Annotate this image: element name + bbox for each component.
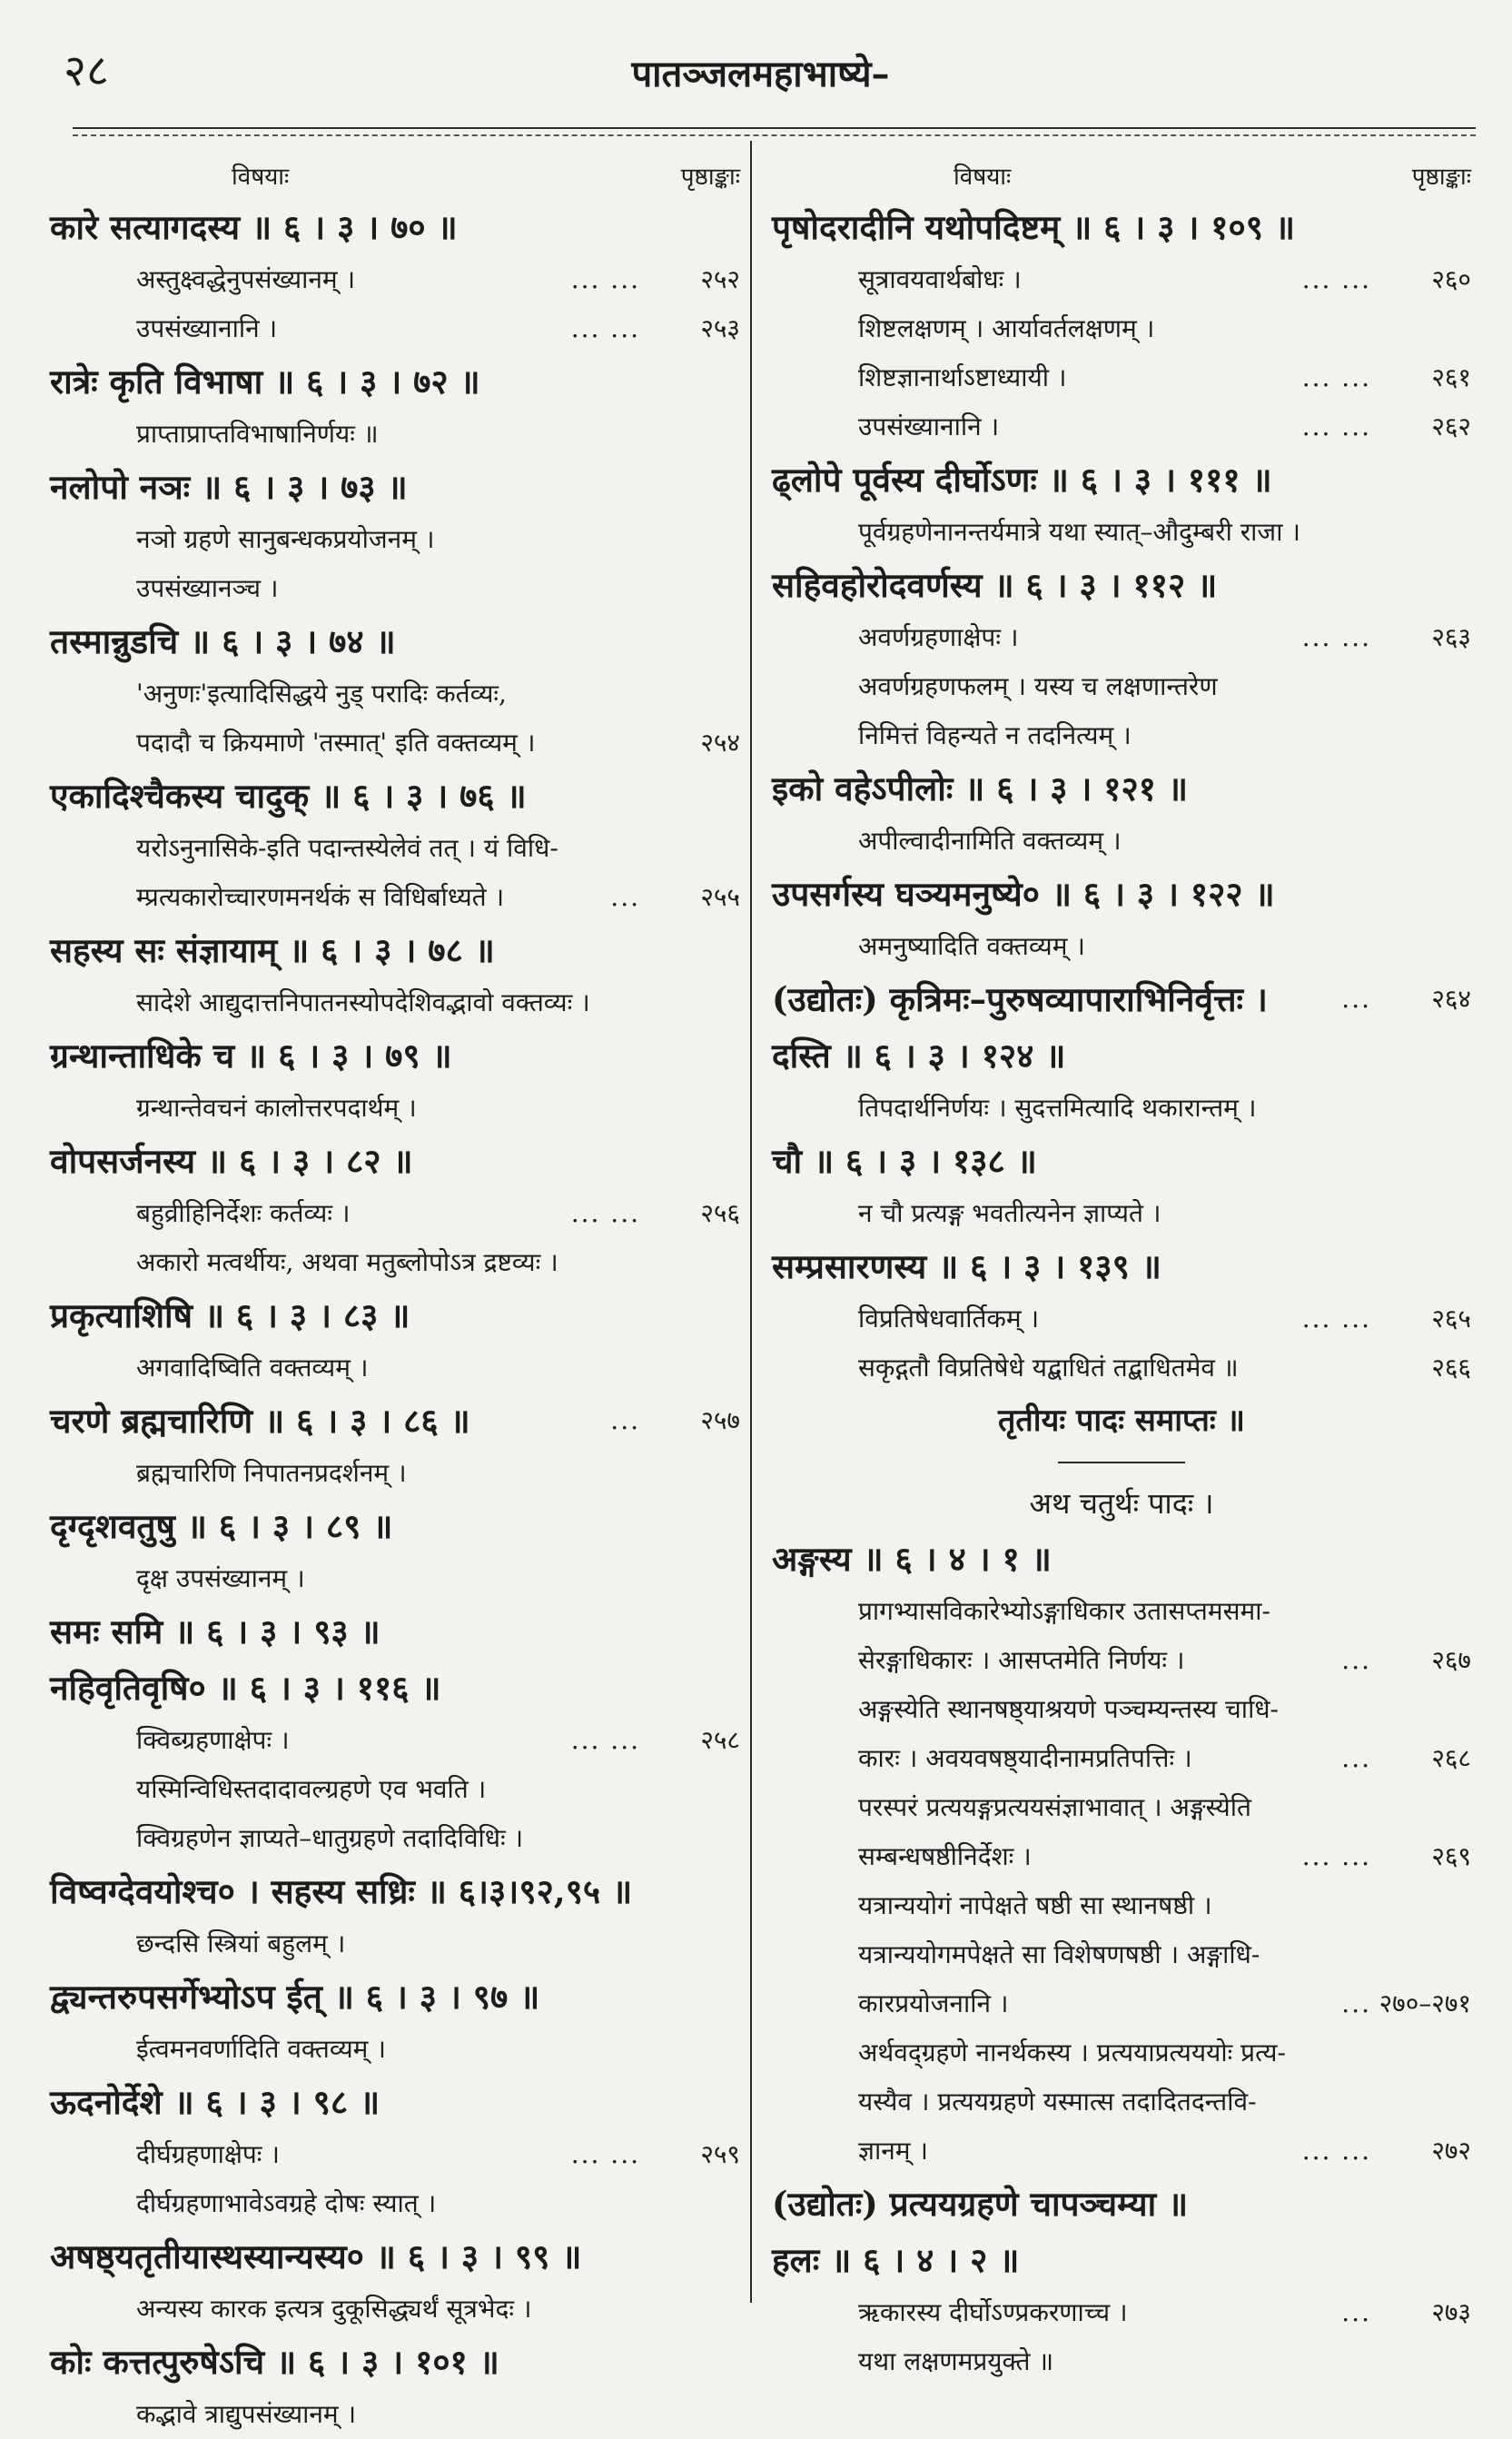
- leader-dots: ...: [1341, 1645, 1371, 1675]
- page-ref: २६०: [1431, 264, 1471, 294]
- entry-text: यस्यैव । प्रत्ययग्रहणे यस्मात्स तदादितदन्तवि-: [858, 2087, 1257, 2117]
- leader-dots: ...: [1341, 1743, 1371, 1773]
- sutra-entry: [50, 1660, 740, 1716]
- entry-text: अङ्गस्येति स्थानषष्ठ्याश्रयणे पञ्चम्यन्तस्य चाधि-: [858, 1694, 1279, 1724]
- topic-entry: [50, 1343, 740, 1393]
- entry-text: अन्यस्य कारक इत्यत्र दुकूसिद्ध्यर्थं सूत्रभेदः ।: [136, 2294, 532, 2324]
- topic-entry: [50, 978, 740, 1027]
- sutra-entry: [50, 1968, 740, 2025]
- page-ref: २७२: [1431, 2136, 1471, 2166]
- topic-entry: [772, 817, 1471, 866]
- entry-text: बहुव्रीहिनिर्देशः कर्तव्यः ।: [136, 1198, 351, 1228]
- entry-text: इको वहेऽपीलोः ॥ ६ । ३ । १२१ ॥: [772, 768, 1189, 808]
- entry-text: उपसंख्यानानि ।: [858, 411, 1000, 441]
- page-ref: २७०–२७१: [1379, 1988, 1471, 2018]
- entry-text: न चौ प्रत्यङ्ग भवतीत्यनेन ज्ञाप्यते ।: [858, 1198, 1161, 1228]
- topic-entry: [50, 1765, 740, 1814]
- leader-dots: ... ...: [1301, 264, 1371, 294]
- entry-text: ग्रन्थान्ताधिके च ॥ ६ । ३ । ७९ ॥: [50, 1036, 452, 1076]
- index-column-left: [50, 150, 740, 2439]
- topic-entry: [50, 1189, 740, 1238]
- page-ref: २६४: [1431, 984, 1471, 1014]
- sutra-entry: [772, 2176, 1471, 2232]
- page-ref: २५२: [700, 264, 740, 294]
- sutra-entry: [772, 1531, 1471, 1587]
- entry-text: ऊदनोर्देशे ॥ ६ । ३ । ९८ ॥: [50, 2082, 380, 2122]
- topic-label: विषयाः: [954, 164, 1012, 191]
- column-divider: [750, 141, 752, 2303]
- topic-entry: [772, 662, 1471, 711]
- topic-entry: [772, 922, 1471, 971]
- entry-text: अर्थवद्ग्रहणे नानर्थकस्य । प्रत्ययाप्रत्यययोः प्रत्य-: [858, 2037, 1286, 2067]
- entry-text: क्विग्रहणेन ज्ञाप्यते–धातुग्रहणे तदादिविधिः ।: [136, 1823, 524, 1853]
- entry-text: प्रागभ्यासविकारेभ्योऽङ्गाधिकार उतासप्तमसमा-: [858, 1596, 1271, 1626]
- entry-text: ईत्वमनवर्णादिति वक्तव्यम् ।: [136, 2034, 386, 2064]
- entry-text: कारे सत्यागदस्य ॥ ६ । ३ । ७० ॥: [50, 207, 458, 247]
- leader-dots: ...: [1341, 984, 1371, 1014]
- sutra-entry: [772, 451, 1471, 508]
- entry-text: उपसंख्यानानि ।: [136, 313, 278, 343]
- entry-text: ब्रह्मचारिणि निपातनप्रदर्शनम् ।: [136, 1458, 407, 1488]
- index-rows: [50, 199, 740, 2439]
- entry-text: प्राप्ताप्राप्तविभाषानिर्णयः ॥: [136, 419, 379, 449]
- topic-label: विषयाः: [232, 164, 290, 191]
- sutra-entry: [50, 459, 740, 515]
- entry-text: अकारो मत्वर्थीयः, अथवा मतुब्लोपोऽत्र द्रष्टव्यः ।: [136, 1247, 558, 1277]
- topic-entry: [50, 2025, 740, 2074]
- entry-text: यरोऽनुनासिके-इति पदान्तस्येलेवं तत् । यं विधि-: [136, 833, 558, 863]
- entry-text: ऋकारस्य दीर्घोऽण्प्रकरणाच्च ।: [858, 2297, 1128, 2327]
- entry-text: अवर्णग्रहणाक्षेपः ।: [858, 622, 1019, 652]
- topic-entry: [772, 1979, 1471, 2028]
- entry-text: उपसंख्यानञ्च ।: [136, 573, 279, 603]
- column-header: [772, 150, 1471, 199]
- column-header: [50, 150, 740, 199]
- sutra-entry: [772, 2232, 1471, 2288]
- entry-text: तस्मान्नुडचि ॥ ६ । ३ । ७४ ॥: [50, 621, 396, 661]
- sutra-entry: [772, 199, 1471, 255]
- sutra-entry: [50, 2228, 740, 2285]
- page-label: पृष्ठाङ्काः: [680, 164, 740, 191]
- leader-dots: ...: [610, 882, 640, 912]
- topic-entry: [50, 255, 740, 304]
- sutra-entry: [50, 353, 740, 410]
- sutra-entry: [50, 613, 740, 669]
- sutra-entry: [772, 1133, 1471, 1189]
- topic-entry: [50, 669, 740, 719]
- sutra-entry: [50, 1027, 740, 1084]
- entry-text: (उद्योतः) कृत्रिमः–पुरुषव्यापाराभिनिर्वृत्तः ।: [772, 979, 1268, 1019]
- sutra-entry: [772, 866, 1471, 922]
- leader-dots: ... ...: [570, 1725, 640, 1755]
- entry-text: सम्प्रसारणस्य ॥ ६ । ३ । १३९ ॥: [772, 1246, 1161, 1286]
- entry-text: अपील्वादीनामिति वक्तव्यम् ।: [858, 826, 1122, 856]
- page-ref: २५८: [700, 1725, 740, 1755]
- topic-entry: [772, 1685, 1471, 1734]
- topic-entry: [50, 719, 740, 768]
- topic-entry: [50, 304, 740, 353]
- entry-text: प्रकृत्याशिषि ॥ ६ । ३ । ८३ ॥: [50, 1295, 410, 1335]
- topic-entry: [50, 1554, 740, 1603]
- page-ref: २५४: [700, 728, 740, 758]
- sutra-entry: [50, 1133, 740, 1189]
- topic-entry: [772, 2077, 1471, 2127]
- page-ref: २६८: [1431, 1743, 1471, 1773]
- leader-dots: ... ...: [1301, 411, 1371, 441]
- entry-text: एकादिश्चैकस्य चादुक् ॥ ६ । ३ । ७६ ॥: [50, 776, 527, 816]
- topic-entry: [50, 1084, 740, 1133]
- leader-dots: ...: [1341, 1988, 1371, 2018]
- topic-entry: [772, 304, 1471, 353]
- entry-text: म्प्रत्यकारोच्चारणमनर्थकं स विधिर्बाध्यते ।: [136, 882, 505, 912]
- page-ref: २६२: [1431, 411, 1471, 441]
- topic-entry: [772, 1189, 1471, 1238]
- sutra-entry: [50, 1287, 740, 1343]
- sutra-entry: [772, 557, 1471, 613]
- topic-entry: [50, 1814, 740, 1863]
- sutra-entry: [50, 1863, 740, 1919]
- sutra-entry: [50, 2074, 740, 2130]
- topic-entry: [50, 1238, 740, 1287]
- topic-entry: [772, 1636, 1471, 1685]
- entry-text: अस्तुक्ष्वद्धेनुपसंख्यानम् ।: [136, 264, 356, 294]
- page-ref: २५९: [700, 2139, 740, 2169]
- topic-entry: [772, 1881, 1471, 1930]
- topic-entry: [772, 1832, 1471, 1881]
- page-ref: २५३: [700, 313, 740, 343]
- sutra-entry: [50, 1603, 740, 1660]
- entry-text: निमित्तं विहन्यते न तदनित्यम् ।: [858, 720, 1132, 750]
- page-ref: २५६: [700, 1198, 740, 1228]
- topic-entry: [50, 2179, 740, 2228]
- topic-entry: [772, 2028, 1471, 2077]
- entry-text: पृषोदरादीनि यथोपदिष्टम् ॥ ६ । ३ । १०९ ॥: [772, 207, 1295, 247]
- section-end-heading: तृतीयः पादः समाप्तः ॥: [998, 1403, 1245, 1439]
- entry-text: नञो ग्रहणे सानुबन्धकप्रयोजनम् ।: [136, 524, 435, 554]
- topic-entry: [772, 1783, 1471, 1832]
- sutra-entry: [50, 1393, 740, 1449]
- entry-text: वोपसर्जनस्य ॥ ६ । ३ । ८२ ॥: [50, 1141, 413, 1181]
- sutra-entry: [772, 1027, 1471, 1084]
- entry-text: अषष्ठ्यतृतीयास्थस्यान्यस्य० ॥ ६ । ३ । ९९ ॥: [50, 2236, 582, 2276]
- running-title: पातञ्जलमहाभाष्ये–: [631, 53, 890, 95]
- section-rule: [1058, 1462, 1185, 1463]
- topic-entry: [50, 1449, 740, 1498]
- leader-dots: ... ...: [1301, 362, 1371, 392]
- entry-text: दृक्ष उपसंख्यानम् ।: [136, 1563, 305, 1593]
- entry-text: छन्दसि स्त्रियां बहुलम् ।: [136, 1928, 346, 1958]
- leader-dots: ... ...: [570, 313, 640, 343]
- entry-text: रात्रेः कृति विभाषा ॥ ६ । ३ । ७२ ॥: [50, 362, 480, 402]
- leader-dots: ... ...: [570, 264, 640, 294]
- entry-text: दीर्घग्रहणाक्षेपः ।: [136, 2139, 280, 2169]
- page-ref: २६५: [1431, 1304, 1471, 1334]
- leader-dots: ... ...: [570, 2139, 640, 2169]
- entry-text: सहस्य सः संज्ञायाम् ॥ ६ । ३ । ७८ ॥: [50, 930, 495, 970]
- entry-text: सहिवहोरोदवर्णस्य ॥ ६ । ३ । ११२ ॥: [772, 565, 1218, 605]
- header-rule-wavy: [73, 134, 1476, 136]
- entry-text: यस्मिन्विधिस्तदादावल्ग्रहणे एव भवति ।: [136, 1774, 487, 1804]
- page-number: २८: [64, 45, 109, 96]
- section-start-heading: अथ चतुर्थः पादः ।: [1029, 1486, 1214, 1521]
- entry-text: सूत्रावयवार्थबोधः ।: [858, 264, 1022, 294]
- entry-text: विष्वग्देवयोश्च० । सहस्य सध्रिः ॥ ६।३।९२,९५ ॥: [50, 1871, 633, 1911]
- page-ref: २६१: [1431, 362, 1471, 392]
- leader-dots: ... ...: [570, 1198, 640, 1228]
- page-ref: २६३: [1431, 622, 1471, 652]
- sutra-entry: [50, 1498, 740, 1554]
- topic-entry: [50, 2130, 740, 2179]
- leader-dots: ...: [610, 1405, 640, 1435]
- entry-text: दस्ति ॥ ६ । ३ । १२४ ॥: [772, 1036, 1066, 1076]
- entry-text: कारप्रयोजनानि ।: [858, 1988, 1009, 2018]
- entry-text: समः समि ॥ ६ । ३ । ९३ ॥: [50, 1611, 380, 1651]
- page-ref: २५७: [700, 1405, 740, 1435]
- topic-entry: [772, 508, 1471, 557]
- leader-dots: ... ...: [1301, 2136, 1371, 2166]
- topic-entry: [772, 2288, 1471, 2337]
- entry-text: सेरङ्गाधिकारः । आसप्तमेति निर्णयः ।: [858, 1645, 1185, 1675]
- entry-text: नलोपो नञः ॥ ६ । ३ । ७३ ॥: [50, 467, 408, 507]
- sutra-entry: [772, 760, 1471, 817]
- entry-text: अङ्गस्य ॥ ६ । ४ । १ ॥: [772, 1539, 1052, 1579]
- topic-entry: [50, 824, 740, 873]
- topic-entry: [772, 1734, 1471, 1783]
- entry-text: द्व्यन्तरुपसर्गेभ्योऽप ईत् ॥ ६ । ३ । ९७ ॥: [50, 1977, 540, 2017]
- leader-dots: ... ...: [1301, 622, 1371, 652]
- leader-dots: ...: [1341, 2297, 1371, 2327]
- entry-text: सकृद्गतौ विप्रतिषेधे यद्बाधितं तद्बाधितमेव ॥: [858, 1353, 1239, 1383]
- entry-text: सादेशे आद्युदात्तनिपातनस्योपदेशिवद्भावो वक्तव्यः ।: [136, 987, 590, 1017]
- page-ref: २६७: [1431, 1645, 1471, 1675]
- topic-entry: [772, 1294, 1471, 1343]
- topic-entry: [772, 402, 1471, 451]
- entry-text: ढ्लोपे पूर्वस्य दीर्घोऽणः ॥ ६ । ३ । १११ ॥: [772, 460, 1272, 500]
- topic-entry: [50, 873, 740, 922]
- entry-text: कारः । अवयवषष्ठ्यादीनामप्रतिपत्तिः ।: [858, 1743, 1192, 1773]
- entry-text: यथा लक्षणमप्रयुक्ते ॥: [858, 2346, 1054, 2376]
- topic-entry: [772, 2337, 1471, 2386]
- topic-entry: [50, 410, 740, 459]
- entry-text: कद्भावे त्राद्युपसंख्यानम् ।: [136, 2399, 357, 2429]
- leader-dots: ... ...: [1301, 1304, 1371, 1334]
- topic-entry: [772, 711, 1471, 760]
- topic-entry: [50, 1919, 740, 1968]
- entry-text: परस्परं प्रत्ययङ्गप्रत्ययसंज्ञाभावात् । अङ्गस्येति: [858, 1792, 1252, 1822]
- entry-text: 'अनुणः'इत्यादिसिद्धये नुड् परादिः कर्तव्यः,: [136, 679, 507, 709]
- entry-text: तिपदार्थनिर्णयः । सुदत्तमित्यादि थकारान्तम् ।: [858, 1093, 1257, 1123]
- entry-text: पूर्वग्रहणेनानन्तर्यमात्रे यथा स्यात्–औदुम्बरी राजा ।: [858, 517, 1300, 547]
- entry-text: उपसर्गस्य घञ्यमनुष्ये० ॥ ६ । ३ । १२२ ॥: [772, 874, 1275, 914]
- entry-text: शिष्टज्ञानार्थाऽष्टाध्यायी ।: [858, 362, 1067, 392]
- entry-text: अवर्णग्रहणफलम् । यस्य च लक्षणान्तरेण: [858, 671, 1218, 701]
- index-rows: [772, 199, 1471, 2386]
- sutra-entry: [50, 2334, 740, 2390]
- topic-entry: [772, 1343, 1471, 1393]
- entry-text: चरणे ब्रह्मचारिणि ॥ ६ । ३ । ८६ ॥: [50, 1401, 470, 1441]
- topic-entry: [50, 564, 740, 613]
- entry-text: कोः कत्तत्पुरुषेऽचि ॥ ६ । ३ । १०१ ॥: [50, 2342, 499, 2382]
- topic-entry: [772, 1587, 1471, 1636]
- entry-text: क्विब्ग्रहणाक्षेपः ।: [136, 1725, 290, 1755]
- entry-text: सम्बन्धषष्ठीनिर्देशः ।: [858, 1841, 1032, 1871]
- page-ref: २७३: [1431, 2297, 1471, 2327]
- page-label: पृष्ठाङ्काः: [1411, 164, 1471, 191]
- sutra-entry: [50, 922, 740, 978]
- page-header: [64, 40, 1458, 113]
- entry-text: यत्रान्ययोगं नापेक्षते षष्ठी सा स्थानषष्ठी ।: [858, 1890, 1212, 1920]
- topic-entry: [772, 353, 1471, 402]
- page-ref: २५५: [700, 882, 740, 912]
- entry-text: (उद्योतः) प्रत्ययग्रहणे चापञ्चम्या ॥: [772, 2184, 1189, 2224]
- index-column-right: [772, 150, 1471, 2386]
- topic-entry: [50, 515, 740, 564]
- entry-text: अमनुष्यादिति वक्तव्यम् ।: [858, 931, 1085, 961]
- topic-entry: [772, 1930, 1471, 1979]
- topic-entry: [772, 613, 1471, 662]
- sutra-entry: [50, 768, 740, 824]
- entry-text: ज्ञानम् ।: [858, 2136, 928, 2166]
- entry-text: चौ ॥ ६ । ३ । १३८ ॥: [772, 1141, 1037, 1181]
- header-rule: [73, 127, 1476, 129]
- entry-text: अगवादिष्विति वक्तव्यम् ।: [136, 1353, 369, 1383]
- entry-text: नहिवृतिवृषि० ॥ ६ । ३ । ११६ ॥: [50, 1668, 441, 1708]
- topic-entry: [772, 255, 1471, 304]
- topic-entry: [50, 1716, 740, 1765]
- entry-text: दीर्घग्रहणाभावेऽवग्रहे दोषः स्यात् ।: [136, 2188, 437, 2218]
- leader-dots: ... ...: [1301, 1841, 1371, 1871]
- entry-text: ग्रन्थान्तेवचनं कालोत्तरपदार्थम् ।: [136, 1093, 417, 1123]
- topic-entry: [772, 2127, 1471, 2176]
- topic-entry: [772, 1084, 1471, 1133]
- entry-text: शिष्टलक्षणम् । आर्यावर्तलक्षणम् ।: [858, 313, 1155, 343]
- sutra-entry: [50, 199, 740, 255]
- sutra-entry: [772, 971, 1471, 1027]
- page-ref: २६६: [1431, 1353, 1471, 1383]
- entry-text: हलः ॥ ६ । ४ । २ ॥: [772, 2240, 1020, 2280]
- entry-text: दृग्दृशवतुषु ॥ ६ । ३ । ८९ ॥: [50, 1506, 393, 1546]
- entry-text: विप्रतिषेधवार्तिकम् ।: [858, 1304, 1040, 1334]
- entry-text: यत्रान्ययोगमपेक्षते सा विशेषणषष्ठी । अङ्गाधि-: [858, 1939, 1260, 1969]
- topic-entry: [50, 2285, 740, 2334]
- topic-entry: [50, 2390, 740, 2439]
- sutra-entry: [772, 1238, 1471, 1294]
- page-ref: २६९: [1431, 1841, 1471, 1871]
- entry-text: पदादौ च क्रियमाणे 'तस्मात्' इति वक्तव्यम् ।: [136, 728, 536, 758]
